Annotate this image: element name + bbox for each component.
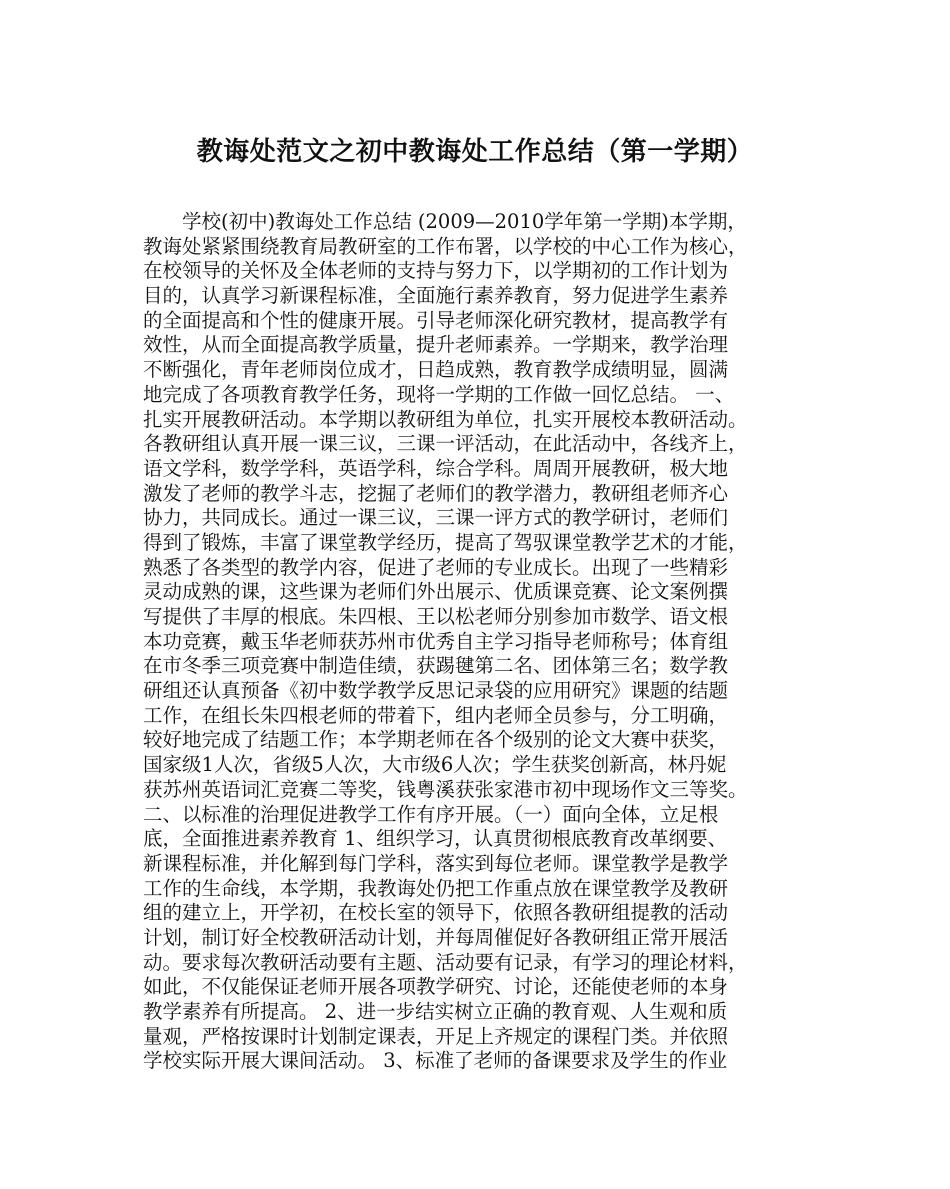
body-line: 协力，共同成长。通过一课三议，三课一评方式的教学研讨，老师们 (143, 506, 729, 530)
body-line: 的全面提高和个性的健康开展。引导老师深化研究教材，提高教学有 (143, 308, 729, 332)
body-line: 在校领导的关怀及全体老师的支持与努力下，以学期初的工作计划为 (143, 259, 729, 283)
body-line: 动。要求每次教研活动要有主题、活动要有记录，有学习的理论材料， (143, 950, 748, 974)
body-line: 学校实际开展大课间活动。 3、标准了老师的备课要求及学生的作业 (143, 1049, 728, 1073)
body-line: 扎实开展教研活动。本学期以教研组为单位，扎实开展校本教研活动。 (143, 407, 748, 431)
body-line: 获苏州英语词汇竞赛二等奖，钱粤溪获张家港市初中现场作文三等奖。 (143, 777, 748, 801)
body-line: 教诲处紧紧围绕教育局教研室的工作布署，以学校的中心工作为核心， (143, 234, 748, 258)
body-line: 教学素养有所提高。 2、进一步结实树立正确的教育观、人生观和质 (143, 1000, 728, 1023)
body-line: 研组还认真预备《初中数学教学反思记录袋的应用研究》课题的结题 (143, 679, 729, 703)
body-line: 较好地完成了结题工作；本学期老师在各个级别的论文大赛中获奖， (143, 728, 729, 752)
body-line: 计划，制订好全校教研活动计划，并每周催促好各教研组正常开展活 (143, 925, 729, 949)
body-line: 在市冬季三项竞赛中制造佳绩，获踢毽第二名、团体第三名；数学教 (143, 654, 729, 678)
body-line: 灵动成熟的课，这些课为老师们外出展示、优质课竞赛、论文案例撰 (143, 580, 729, 604)
body-line: 工作，在组长朱四根老师的带着下，组内老师全员参与，分工明确， (143, 703, 729, 727)
body-line: 如此，不仅能保证老师开展各项教学研究、讨论，还能使老师的本身 (143, 975, 729, 999)
body-line: 组的建立上，开学初，在校长室的领导下，依照各教研组提教的活动 (143, 901, 729, 925)
body-line: 量观，严格按课时计划制定课表，开足上齐规定的课程门类。并依照 (143, 1024, 729, 1048)
body-line: 目的，认真学习新课程标准，全面施行素养教育，努力促进学生素养 (143, 284, 729, 308)
body-line: 不断强化，青年老师岗位成才，日趋成熟，教育教学成绩明显，圆满 (143, 358, 729, 382)
body-line: 激发了老师的教学斗志，挖掘了老师们的教学潜力，教研组老师齐心 (143, 481, 729, 505)
body-line: 地完成了各项教育教学任务，现将一学期的工作做一回忆总结。 一、 (143, 382, 735, 406)
body-line: 学校(初中)教诲处工作总结 (2009—2010学年第一学期)本学期， (143, 210, 747, 233)
document-body (143, 210, 833, 1074)
body-line: 国家级1人次，省级5人次，大市级6人次；学生获奖创新高，林丹妮 (143, 753, 727, 777)
body-line: 二、以标准的治理促进教学工作有序开展。（一）面向全体，立足根 (143, 802, 719, 826)
document-title: 教诲处范文之初中教诲处工作总结（第一学期） (196, 137, 754, 167)
body-line: 效性，从而全面提高教学质量，提升老师素养。一学期来，教学治理 (143, 333, 729, 357)
body-line: 熟悉了各类型的教学内容，促进了老师的专业成长。出现了一些精彩 (143, 555, 729, 579)
body-line: 新课程标准，并化解到每门学科，落实到每位老师。课堂教学是教学 (143, 851, 729, 875)
body-line: 语文学科，数学学科，英语学科，综合学科。周周开展教研，极大地 (143, 456, 729, 480)
body-line: 各教研组认真开展一课三议，三课一评活动，在此活动中，各线齐上， (143, 432, 748, 456)
body-line: 得到了锻炼，丰富了课堂教学经历，提高了驾驭课堂教学艺术的才能， (143, 530, 748, 554)
body-line: 工作的生命线，本学期，我教诲处仍把工作重点放在课堂教学及教研 (143, 876, 729, 900)
body-line: 底，全面推进素养教育 1、组织学习，认真贯彻根底教育改革纲要、 (143, 827, 728, 851)
body-line: 本功竞赛，戴玉华老师获苏州市优秀自主学习指导老师称号；体育组 (143, 629, 729, 653)
body-line: 写提供了丰厚的根底。朱四根、王以松老师分别参加市数学、语文根 (143, 605, 729, 628)
